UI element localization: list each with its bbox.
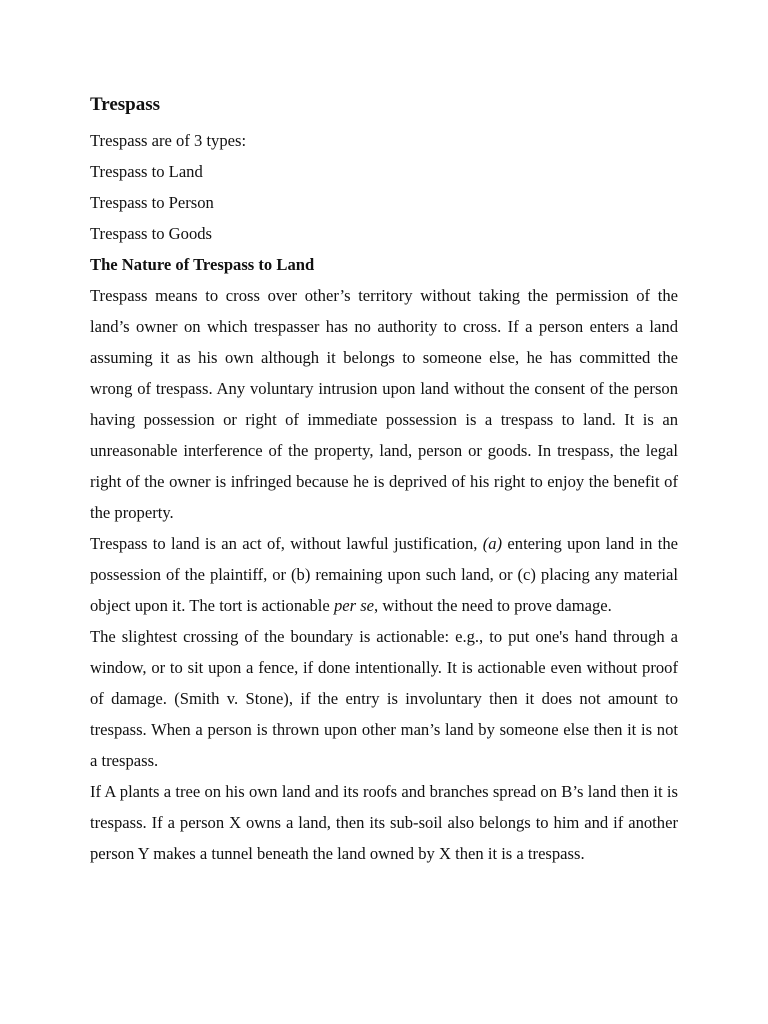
- paragraph-2-text-b: entering upon land in the possession of the plaintiff, or (b) remaining upon such land, or (c) placing any material object upon it. The tort is actionable: [90, 534, 679, 615]
- section-heading: The Nature of Trespass to Land: [90, 255, 315, 274]
- type-item: Trespass to Person: [90, 193, 214, 212]
- paragraph-2-text-a: Trespass to land is an act of, without lawful justification,: [90, 534, 483, 553]
- document-page: [90, 92, 678, 869]
- paragraph-2: [90, 528, 678, 621]
- paragraph-2-text-c: , without the need to prove damage.: [374, 596, 612, 615]
- paragraph-2-italic-a: (a): [482, 534, 503, 553]
- intro-line: Trespass are of 3 types:: [90, 131, 247, 150]
- document-title: Trespass: [90, 94, 161, 115]
- type-item: Trespass to Land: [90, 162, 203, 181]
- type-item: Trespass to Goods: [90, 224, 213, 243]
- paragraph-3: The slightest crossing of the boundary is actionable: e.g., to put one's hand through a window, or to sit upon a fence, if done intentionally. It is actionable even without proof of damage. (Smith v. Stone), if the entry is involuntary then it does not amount to trespass. When a person is thrown upon other man’s land by someone else then it is not a trespass.: [90, 627, 678, 770]
- paragraph-4: If A plants a tree on his own land and its roofs and branches spread on B’s land then it is trespass. If a person X owns a land, then its sub-soil also belongs to him and if another person Y makes a tunnel beneath the land owned by X then it is a trespass.: [90, 782, 678, 863]
- paragraph-1: Trespass means to cross over other’s territory without taking the permission of the land’s owner on which trespasser has no authority to cross. If a person enters a land assuming it as his own although it belongs to someone else, he has committed the wrong of trespass. Any voluntary intrusion upon land without the consent of the person having possession or right of immediate possession is a trespass to land. It is an unreasonable interference of the property, land, person or goods. In trespass, the legal right of the owner is infringed because he is deprived of his right to enjoy the benefit of the property.: [90, 286, 678, 522]
- paragraph-2-italic-b: per se: [333, 596, 375, 615]
